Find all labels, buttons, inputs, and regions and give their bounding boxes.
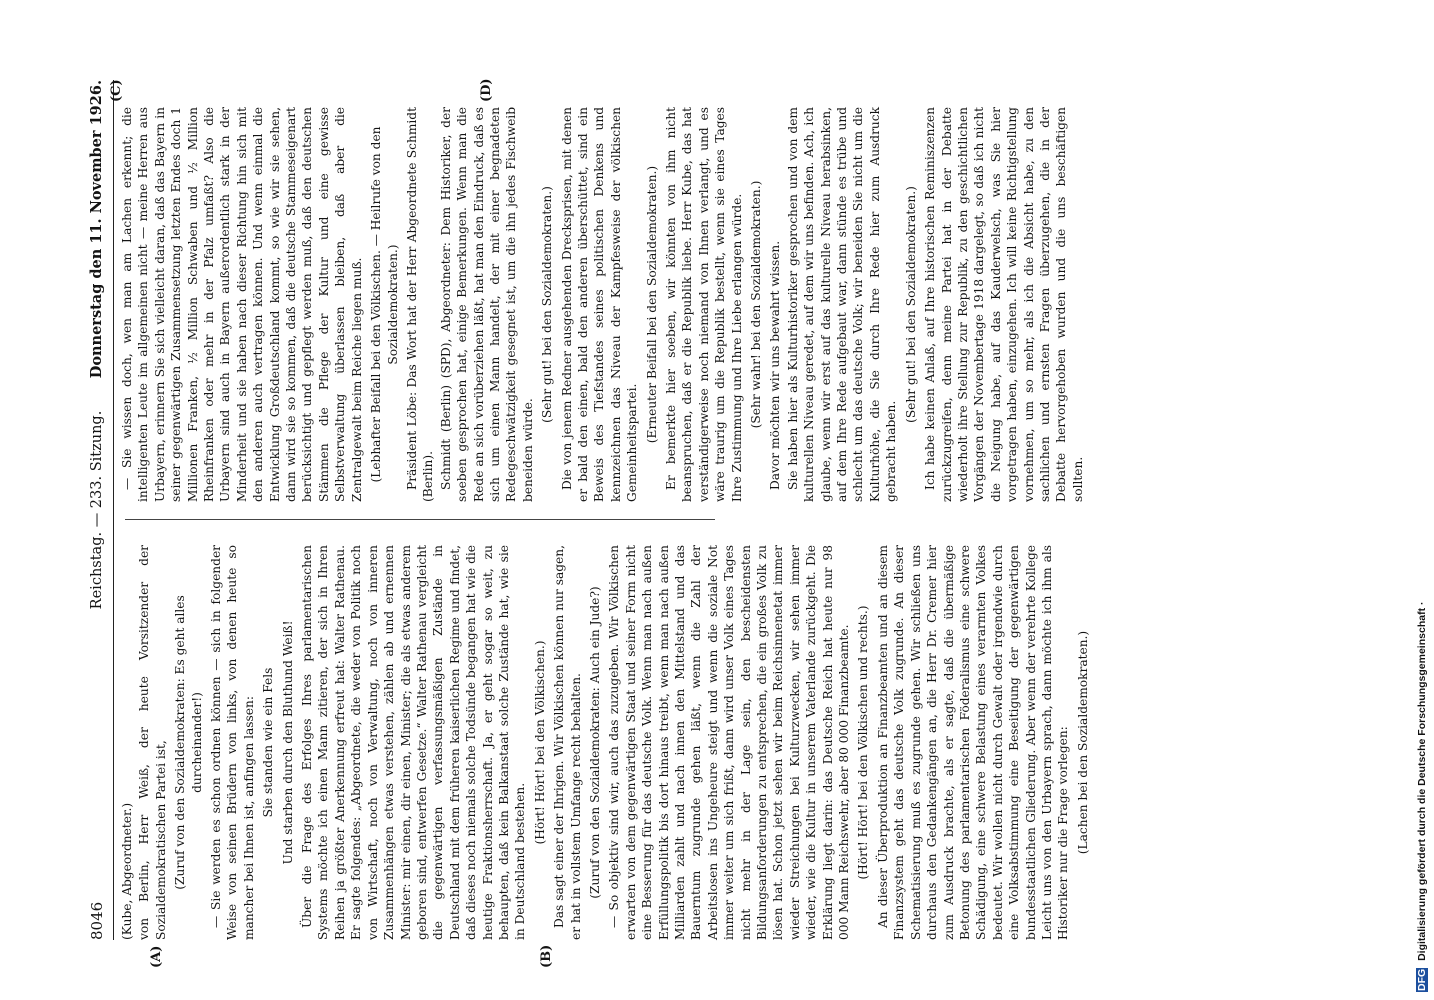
column-divider	[125, 519, 715, 520]
interjection-line: Sie standen wie ein Fels	[261, 667, 276, 818]
speech-paragraph: — So objektiv sind wir, auch das zuzugeben. Wir Völkischen erwarten von dem gegenwärtigen Staat und seiner Form nicht eine Besserung für das deutsche Volk. Wenn man nach außen Erfüllungspolitik bis dort hinaus treibt, wenn man nach außen Milliarden zahlt und nach innen den Mittelstand und das Bauerntum zugrunde gehen läßt, wenn die Zahl der Arbeitslosen ins Ungeheure steigt und wenn die soziale Not immer weiter um sich frißt, dann wird unser Volk eines Tages nicht mehr in der Lage sein, den bescheidensten Bildungsanforderungen zu entsprechen, die ein großes Volk zu lösen hat. Schon jetzt sehen wir beim Reichsinnenetat immer wieder Streichungen bei Kulturzwecken, wir sehen immer wieder, wie die Kultur in unserem Vaterlande zurückgeht. Die Erklärung liegt darin: das Deutsche Reich hat heute nur 98 000 Mann Reichswehr, aber 80 000 Finanzbeamte.	[607, 545, 852, 940]
session-title: Reichstag. — 233. Sitzung.	[89, 410, 105, 610]
speech-paragraph: — Sie werden es schon ordnen können — sich in folgender Weise von seinen Brüdern von links, von denen heute so mancher bei Ihnen ist, anfingen lassen:	[209, 545, 256, 940]
page-number: 8046	[88, 901, 106, 940]
speech-paragraph: Über die Frage des Erfolges Ihres parlamentarischen Systems möchte ich einen Mann zitieren, der sich in Ihren Reihen ja größter Anerkennung erfreut hat: Walter Rathenau. Er sagte folgendes: „Abgeordnete, die weder von Politik noch von Wirtschaft, noch von Verwaltung, noch von inneren Zusammenhängen etwas verstehen, zählen ab und ernennen Minister: mir einen, dir einen, Minister; die als etwas anderem geboren sind, entwerfen Gesetze.“ Walter Rathenau vergleicht die gegenwärtigen verfassungsmäßigen Zustände in Deutschland mit dem früheren kaiserlichen Regime und findet, daß dieses noch niemals solche Todsünde begangen hat wie die heutige Fraktionsherrschaft. Ja, er geht sogar so weit, zu behaupten, daß kein Balkanstaat solche Zustände hat, wie sie in Deutschland bestehen.	[300, 545, 528, 940]
interjection-line: (Erneuter Beifall bei den Sozialdemokraten.)	[644, 165, 659, 444]
margin-marker-c: (C)	[109, 79, 124, 102]
interjection-line: (Lachen bei den Sozialdemokraten.)	[1075, 630, 1090, 855]
speech-paragraph: An dieser Überproduktion an Finanzbeamten und an diesem Finanzsystem geht das deutsche Volk zugrunde. An dieser Schematisierung muß es zugrunde gehen. Wir schließen uns durchaus den Gedankengängen an, die Herr Dr. Cremer hier zum Ausdruck brachte, als er sagte, daß die übermäßige Betonung des parlamentarischen Föderalismus eine schwere Schädigung, eine schwere Belastung eines verarmten Volkes bedeutet. Wir wollen nicht durch Gewalt oder irgendwie durch eine Volksabstimmung eine Beseitigung der gegenwärtigen bundesstaatlichen Gliederung. Aber wenn der verehrte Kollege Leicht uns von den Urbayern sprach, dann möchte ich ihm als Historiker nur die Frage vorlegen:	[875, 545, 1071, 940]
dfg-logo: DFG	[1416, 968, 1428, 991]
speech-paragraph: (Kube, Abgeordneter.)	[120, 802, 134, 940]
margin-marker-a: (A)	[149, 945, 164, 968]
interjection-line: (Zuruf von den Sozialdemokraten: Auch ein Jude?)	[587, 586, 602, 899]
margin-marker-b: (B)	[539, 944, 554, 968]
interjection-line: (Sehr gut! bei den Sozialdemokraten.)	[903, 186, 918, 423]
left-column	[119, 545, 1090, 940]
interjection-line: Und starben durch den Bluthund Weiß!	[280, 620, 295, 865]
session-date: Donnerstag den 11. November 1926.	[88, 80, 105, 379]
page-header	[85, 80, 114, 940]
speech-paragraph: Die von jenem Redner ausgehenden Drecksprisen, mit denen er bald den einen, bald den anderen überschüttet, sind ein Beweis des Tiefstandes seines politischen Denkens und kennzeichnen das Niveau der Kampfesweise der völkischen Gemeinheitspartei.	[559, 107, 640, 502]
speech-paragraph: Das sagt einer der Ihrigen. Wir Völkischen können nur sagen, er hat in vollstem Umfange recht behalten.	[552, 545, 583, 940]
speech-paragraph: Sie haben hier als Kulturhistoriker gesprochen und von dem kulturellen Niveau geredet, auf dem wir uns befinden. Ach, ich glaube, wenn wir erst auf das kulturelle Niveau herabsinken, auf dem Ihre Rede aufgebaut war, dann stünde es trübe und schlecht um das deutsche Volk; wir beneiden Sie nicht um die Kulturhöhe, die Sie durch Ihre Rede hier zum Ausdruck gebracht haben.	[785, 107, 899, 502]
interjection-line: (Hört! Hört! bei den Völkischen und rechts.)	[856, 605, 871, 880]
speech-paragraph: Präsident Löbe: Das Wort hat der Herr Abgeordnete Schmidt (Berlin).	[404, 107, 436, 502]
dfg-credit-text: Digitalisierung gefördert durch die Deutsche Forschungsgemeinschaft ·	[1416, 601, 1428, 961]
speech-paragraph: Ich habe keinen Anlaß, auf Ihre historischen Reminiszenzen zurückzugreifen, denn meine Partei hat in der Debatte wiederholt ihre Stellung zur Republik, zu den geschichtlichen Vorgängen der Novembertage 1918 dargelegt, so daß ich nicht die Neigung habe, auf das Kauderwelsch, was Sie hier vorgetragen haben, einzugehen. Ich will keine Richtigstellung vornehmen, um so mehr, als ich die Absicht habe, zu den sachlichen und ernsten Fragen überzugehen, die in der Debatte hervorgehoben wurden und die uns beschäftigen sollten.	[923, 107, 1085, 502]
speech-paragraph: Schmidt (Berlin) (SPD), Abgeordneter: Dem Historiker, der soeben gesprochen hat, einige Bemerkungen. Wenn man die Rede an sich vorüberziehen läßt, hat man den Eindruck, daß es sich um einen Mann handelt, der mit einer begnadeten Redegeschwätzigkeit gesegnet ist, um die ihn jedes Fischweib beneiden würde.	[438, 107, 535, 502]
right-column	[119, 107, 1085, 502]
speech-paragraph: — Sie wissen doch, wen man am Lachen erkennt; die intelligenten Leute im allgemeinen nicht — meine Herren aus Urbayern, erinnern Sie sich vielleicht daran, daß das Bayern in seiner gegenwärtigen Zusammensetzung letzten Endes doch 1 Millionen Franken, ½ Million Schwaben und ½ Million Rheinfranken oder mehr in der Pfalz umfaßt? Also die Urbayern sind auch in Bayern außerordentlich stark in der Minderheit und sie haben nach dieser Richtung hin sich mit den anderen auch vertragen können. Und wenn einmal die Entwicklung Großdeutschland kommt, so wie wir sie sehen, dann wird sie so kommen, daß die deutsche Stammeseigenart berücksichtigt und gepflegt werden muß, daß den deutschen Stämmen die Pflege der Kultur und eine gewisse Selbstverwaltung überlassen bleiben, daß aber die Zentralgewalt beim Reiche liegen muß.	[120, 107, 364, 502]
margin-marker-d: (D)	[479, 78, 494, 102]
dfg-side-note	[1416, 8, 1430, 992]
rotated-document-page	[85, 78, 1090, 968]
text-columns	[109, 78, 1090, 968]
interjection-line: (Zuruf von den Sozialdemokraten: Es geht alles durcheinander!)	[173, 595, 204, 890]
interjection-line: (Sehr gut! bei den Sozialdemokraten.)	[540, 186, 555, 423]
speech-paragraph: Davor möchten wir uns bewahrt wissen.	[768, 240, 783, 490]
speech-paragraph: von Berlin, Herr Weiß, der heute Vorsitzender der Sozialdemokratischen Partei ist,	[137, 545, 168, 940]
interjection-line: (Lebhafter Beifall bei den Völkischen. — Heilrufe von den Sozialdemokraten.)	[369, 126, 400, 483]
speech-paragraph: Er bemerkte hier soeben, wir könnten von ihm nicht beanspruchen, daß er die Republik liebe. Herr Kube, das hat verständigerweise noch niemand von Ihnen verlangt, und es wäre traurig um die Republik bestellt, wenn sie eines Tages Ihre Zustimmung und Ihre Liebe erlangen würde.	[664, 107, 744, 502]
interjection-line: (Hört! Hört! bei den Völkischen.)	[532, 640, 547, 845]
interjection-line: (Sehr wahr! bei den Sozialdemokraten.)	[749, 180, 764, 429]
